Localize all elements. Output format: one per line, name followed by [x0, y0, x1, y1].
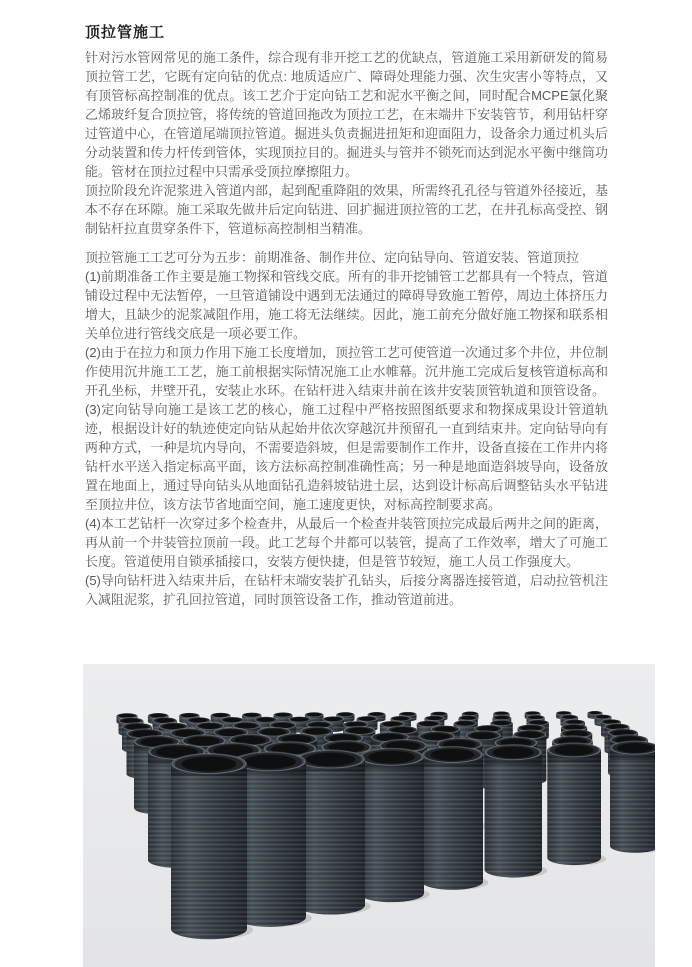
pipes-photo-illustration [83, 664, 655, 967]
steps-block [85, 248, 608, 609]
intro-paragraph-part2: 顶拉阶段允许泥浆进入管道内部，起到配重降阻的效果，所需终孔孔径与管道外径接近，基本不存在环隙。施工采取先做井后定向钻进、回扩掘进顶拉管的工艺，在井孔标高受控、钢制钻杆拉直贯穿条件下，管道标高控制相当精准。 [85, 183, 608, 236]
page-title: 顶拉管施工 [85, 24, 166, 41]
pipes-photo [83, 664, 655, 967]
step-item-1: (1)前期准备工作主要是施工物探和管线交底。所有的非开挖铺管工艺都具有一个特点，管道铺设过程中无法暂停，一旦管道铺设中遇到无法通过的障碍导致施工暂停，周边土体挤压力增大，且缺少的泥浆减阻作用，施工将无法继续。因此，施工前充分做好施工物探和联系相关单位进行管线交底是一项必要工作。 [85, 269, 608, 341]
intro-paragraph-part1: 针对污水管网常见的施工条件，综合现有非开挖工艺的优缺点，管道施工采用新研发的简易顶拉管工艺，它既有定向钻的优点: 地质适应广、障碍处理能力强、次生灾害小等特点，又有顶管标高控制准的优点。该工艺介于定向钻工艺和泥水平衡之间，同时配合MCPE氯化聚乙烯玻纤复合顶拉管，将传统的管道回拖改为顶拉工艺，在末端井下安装管节，利用钻杆穿过管道中心，在管道尾端顶拉管道。掘进头负责掘进扭矩和迎面阻力，设备余力通过机头后分动装置和传力杆传到管体，实现顶拉目的。掘进头与管并不锁死而达到泥水平衡中继筒功能。管材在顶拉过程中只需承受顶拉摩擦阻力。 [85, 50, 608, 179]
steps-heading: 顶拉管施工工艺可分为五步：前期准备、制作井位、定向钻导向、管道安装、管道顶拉 [85, 250, 580, 265]
step-item-2: (2)由于在拉力和顶力作用下施工长度增加，顶拉管工艺可使管道一次通过多个井位，井位制作使用沉井施工工艺，施工前根据实际情况施工止水帷幕。沉井施工完成后复核管道标高和开孔坐标，井壁开孔，安装止水环。在钻杆进入结束井前在该井安装顶管轨道和顶管设备。 [85, 345, 608, 398]
step-item-3: (3)定向钻导向施工是该工艺的核心，施工过程中严格按照图纸要求和物探成果设计管道轨迹，根据设计好的轨迹使定向钻从起始井依次穿越沉井预留孔一直到结束井。定向钻导向有两种方式，一种是坑内导向，不需要造斜坡，但是需要制作工作井，设备直接在工作井内将钻杆水平送入指定标高平面，该方法标高控制准确性高；另一种是地面造斜坡导向，设备放置在地面上，通过导向钻头从地面钻孔造斜坡钻进土层，达到设计标高后调整钻头水平钻进至顶拉井位，该方法节省地面空间，施工速度更快，对标高控制要求高。 [85, 402, 608, 512]
step-item-4: (4)本工艺钻杆一次穿过多个检查井，从最后一个检查井装管顶拉完成最后两井之间的距离，再从前一个井装管拉顶前一段。此工艺每个井都可以装管，提高了工作效率，增大了可施工长度。管道使用自锁承插接口，安装方便快捷，但是管节较短，施工人员工作强度大。 [85, 516, 608, 569]
intro-paragraph [85, 48, 608, 238]
step-item-5: (5)导向钻杆进入结束井后，在钻杆末端安装扩孔钻头，后接分离器连接管道，启动拉管机注入减阻泥浆，扩孔回拉管道，同时顶管设备工作，推动管道前进。 [85, 573, 608, 607]
